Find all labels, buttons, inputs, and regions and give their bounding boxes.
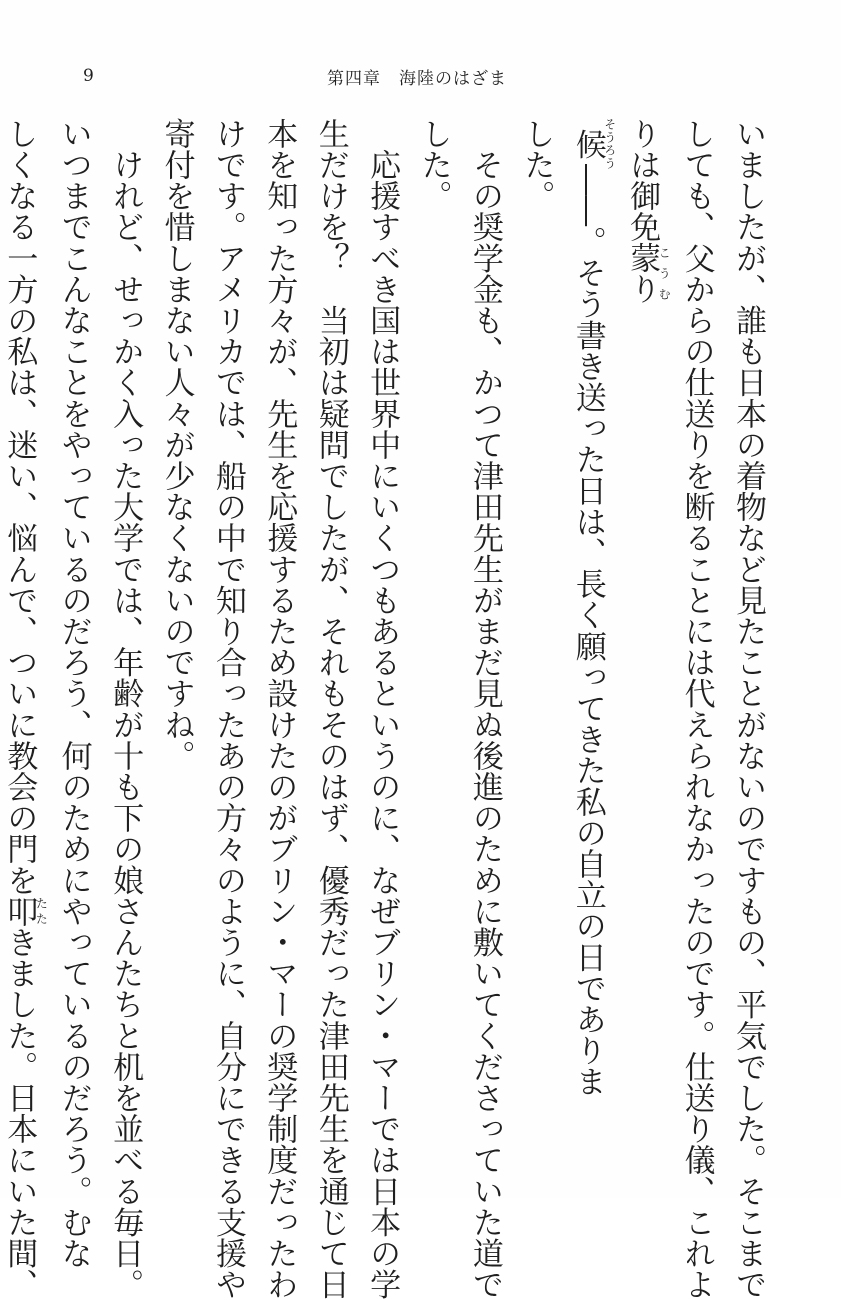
ruby-word: 叩たた <box>1 895 49 927</box>
body-text <box>0 118 773 1300</box>
text-line: その奨学金も、かつて津田先生がまだ見ぬ後進のために敷いてくださっていた道で <box>466 118 503 1300</box>
text-line: いつまでこんなことをやっているのだろう、何のためにやっているのだろう。むな <box>55 118 92 1269</box>
text-line: 寄付を惜しまない人々が少なくないのですね。 <box>158 118 195 772</box>
ruby-word: 候そうろう <box>569 118 617 170</box>
text-line: 生だけを？ 当初は疑問でしたが、それもそのはず、優秀だった津田先生を通じて日 <box>312 118 349 1300</box>
text-line: 応援すべき国は世界中にいくつもあるというのに、なぜブリン・マーでは日本の学 <box>364 118 401 1300</box>
ruby-reading: たた <box>34 895 49 927</box>
page-number: 9 <box>83 66 94 86</box>
ruby-reading: そうろう <box>602 118 617 170</box>
text-line: した。 <box>415 118 452 212</box>
text-line: 候そうろう――。そう書き送った日は、長く願ってきた私の自立の日でありま <box>569 118 617 1097</box>
running-head: 第四章 海陸のはざま <box>327 69 507 89</box>
text-line: 本を知った方々が、先生を応援するため設けたのがブリン・マーの奨学制度だったわ <box>261 118 298 1300</box>
text-line: した。 <box>518 118 555 212</box>
text-line: けれど、せっかく入った大学では、年齢が十も下の娘さんたちと机を並べる毎日。 <box>107 118 144 1300</box>
text-line: りは御免蒙りこうむ <box>624 118 672 305</box>
text-line: しくなる一方の私は、迷い、悩んで、ついに教会の門を叩たたきました。日本にいた間、 <box>1 118 49 1300</box>
text-line: いましたが、誰も日本の着物など見たことがないのですもの、平気でした。そこまで <box>730 118 766 1300</box>
ruby-reading: こうむ <box>657 242 672 305</box>
text-line: けです。アメリカでは、船の中で知り合ったあの方々のように、自分にできる支援や <box>209 118 246 1300</box>
text-line: しても、父からの仕送りを断ることには代えられなかったのです。仕送り儀、これよ <box>678 118 715 1300</box>
ruby-word: 蒙りこうむ <box>624 242 672 305</box>
